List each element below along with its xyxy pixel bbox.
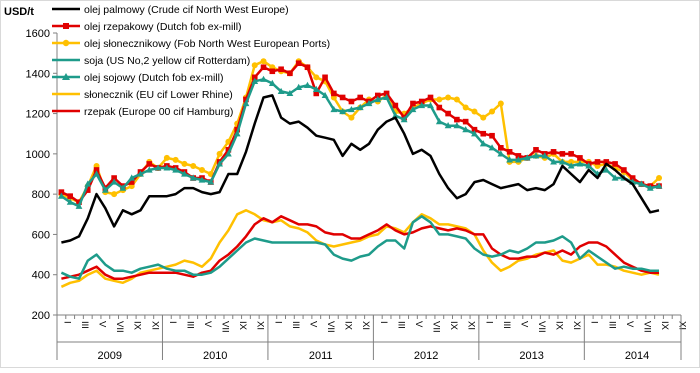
x-month-label: V xyxy=(518,321,530,328)
x-month-label: IX xyxy=(553,321,565,330)
data-point xyxy=(349,99,355,105)
x-month-label: XI xyxy=(360,321,372,330)
legend-label: olej rzepakowy (Dutch fob ex-mill) xyxy=(84,21,242,33)
data-point xyxy=(313,74,319,80)
data-point xyxy=(480,131,486,137)
x-month-label: XI xyxy=(465,321,477,330)
y-tick-label: 400 xyxy=(31,269,50,282)
legend-item xyxy=(52,72,223,84)
data-point xyxy=(445,111,451,117)
x-month-label: XI xyxy=(254,321,266,330)
x-month-label: IX xyxy=(237,321,249,330)
data-point xyxy=(437,105,443,111)
data-point xyxy=(489,133,495,139)
data-point xyxy=(305,64,311,70)
x-month-label: VII xyxy=(219,321,231,333)
x-month-label: V xyxy=(202,321,214,328)
x-month-label: IX xyxy=(342,321,354,330)
data-point xyxy=(217,151,223,157)
data-point xyxy=(199,167,205,173)
x-month-label: III xyxy=(395,321,407,329)
x-year-label: 2011 xyxy=(308,350,333,362)
legend-label: olej sojowy (Dutch fob ex-mill) xyxy=(84,72,224,84)
x-month-label: I xyxy=(588,321,600,324)
x-year-label: 2010 xyxy=(202,350,228,362)
y-tick-label: 1000 xyxy=(25,148,50,161)
x-month-label: I xyxy=(483,321,495,324)
x-month-label: XI xyxy=(571,321,583,330)
data-point xyxy=(612,161,618,167)
data-point xyxy=(454,96,460,102)
legend-label: olej palmowy (Crude cif North West Europe) xyxy=(84,4,289,16)
data-point xyxy=(287,70,293,76)
data-point xyxy=(348,115,354,121)
series-line xyxy=(61,210,659,286)
x-month-label: VII xyxy=(535,321,547,333)
data-point xyxy=(278,66,284,72)
data-point xyxy=(111,191,117,197)
data-point xyxy=(393,103,399,109)
data-point xyxy=(463,119,469,125)
x-month-label: III xyxy=(289,321,301,329)
data-point xyxy=(270,68,276,74)
x-month-label: III xyxy=(606,321,618,329)
y-axis-label: USD/t xyxy=(4,6,34,18)
data-point xyxy=(410,101,416,107)
data-point xyxy=(173,157,179,163)
data-point xyxy=(498,101,504,107)
x-year-label: 2009 xyxy=(97,350,122,362)
x-year-label: 2012 xyxy=(413,350,439,362)
x-month-label: I xyxy=(272,321,284,324)
x-month-label: VII xyxy=(641,321,653,333)
data-point xyxy=(331,91,337,97)
data-point xyxy=(498,145,504,151)
data-point xyxy=(621,167,627,173)
data-point xyxy=(480,115,486,121)
y-tick-label: 800 xyxy=(31,189,50,202)
data-point xyxy=(533,147,539,153)
data-point xyxy=(463,105,469,111)
data-point xyxy=(296,60,302,66)
data-point xyxy=(428,95,434,101)
data-point xyxy=(445,94,451,100)
x-month-label: V xyxy=(96,321,108,328)
data-point xyxy=(489,109,495,115)
x-month-label: IX xyxy=(131,321,143,330)
data-point xyxy=(164,155,170,161)
x-month-label: V xyxy=(623,321,635,328)
data-point xyxy=(507,149,513,155)
x-month-label: I xyxy=(166,321,178,324)
x-month-label: VII xyxy=(430,321,442,333)
data-point xyxy=(577,155,583,161)
x-month-label: III xyxy=(500,321,512,329)
x-month-label: XI xyxy=(149,321,161,330)
x-year-label: 2013 xyxy=(519,350,544,362)
legend-item xyxy=(52,106,233,118)
y-tick-label: 200 xyxy=(31,310,50,322)
legend-label: rzepak (Europe 00 cif Hamburg) xyxy=(84,106,234,118)
legend-label: soja (US No,2 yellow cif Rotterdam) xyxy=(84,55,251,67)
legend-item xyxy=(52,89,233,101)
data-point xyxy=(67,193,73,199)
x-month-label: V xyxy=(307,321,319,328)
data-point xyxy=(454,117,460,123)
data-point xyxy=(551,149,557,155)
data-point xyxy=(181,161,187,167)
data-point xyxy=(146,161,152,167)
y-tick-label: 600 xyxy=(31,229,50,242)
data-point xyxy=(595,159,601,165)
data-point xyxy=(436,96,442,102)
data-point xyxy=(357,95,363,101)
data-point xyxy=(471,109,477,115)
data-point xyxy=(261,58,267,64)
legend-item xyxy=(52,21,242,33)
data-point xyxy=(340,95,346,101)
data-point xyxy=(322,75,328,81)
data-point xyxy=(252,62,258,68)
y-tick-label: 1400 xyxy=(25,68,50,81)
x-month-label: III xyxy=(184,321,196,329)
x-month-label: IX xyxy=(659,321,671,330)
x-month-label: VII xyxy=(114,321,126,333)
x-month-label: IX xyxy=(448,321,460,330)
x-month-label: XI xyxy=(676,321,688,330)
x-month-label: I xyxy=(377,321,389,324)
legend-label: olej słonecznikowy (Fob North West European Ports) xyxy=(84,38,331,50)
legend-marker xyxy=(63,40,69,46)
data-point xyxy=(656,175,662,181)
data-point xyxy=(560,151,566,157)
series-line xyxy=(61,63,659,202)
legend-item xyxy=(52,38,330,50)
data-point xyxy=(261,64,267,70)
x-month-label: I xyxy=(61,321,73,324)
legend-label: słonecznik (EU cif Lower Rhine) xyxy=(84,89,233,101)
y-tick-label: 1200 xyxy=(25,108,50,121)
y-tick-label: 1600 xyxy=(25,28,50,40)
x-month-label: III xyxy=(78,321,90,329)
x-year-label: 2014 xyxy=(624,350,650,362)
x-month-label: VII xyxy=(325,321,337,333)
legend-item xyxy=(52,4,289,16)
x-month-label: V xyxy=(412,321,424,328)
data-point xyxy=(568,151,574,157)
legend-marker xyxy=(63,23,69,29)
legend-item xyxy=(52,55,250,67)
data-point xyxy=(190,163,196,169)
